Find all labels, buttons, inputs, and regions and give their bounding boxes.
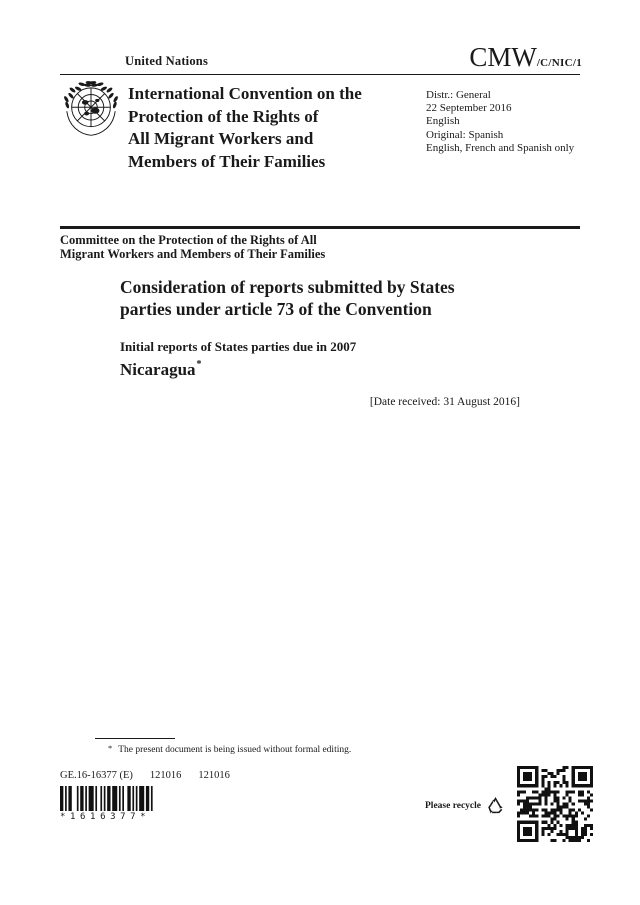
barcode-text: *1616377* <box>60 812 151 822</box>
distr-line: Original: Spanish <box>426 128 504 141</box>
committee-name <box>60 234 325 262</box>
recycle-label: Please recycle <box>425 800 481 811</box>
country-name: Nicaragua <box>120 360 196 379</box>
committee-line: Committee on the Protection of the Rights of All <box>60 233 317 247</box>
country-heading <box>120 360 201 380</box>
doc-symbol-suffix: /C/NIC/1 <box>536 57 582 69</box>
report-title-line: Consideration of reports submitted by States <box>120 277 455 297</box>
convention-title-line: Members of Their Families <box>128 151 326 171</box>
date-code: 121016 <box>198 770 230 781</box>
report-title <box>120 277 455 320</box>
footnote-text: The present document is being issued without formal editing. <box>118 745 352 755</box>
convention-title-line: International Convention on the <box>128 84 362 103</box>
section-rule <box>60 226 580 229</box>
recycle-icon <box>485 796 506 815</box>
barcode <box>60 786 156 822</box>
distr-line: Distr.: General <box>426 89 491 101</box>
distribution-block <box>426 89 574 155</box>
org-name: United Nations <box>125 54 209 68</box>
report-title-line: parties under article 73 of the Convention <box>120 298 432 319</box>
footnote <box>108 744 351 755</box>
country-footnote-marker: * <box>196 359 202 371</box>
doc-symbol-main: CMW <box>469 42 537 72</box>
footnote-rule <box>95 738 175 739</box>
date-code: 121016 <box>149 770 182 781</box>
recycle-notice <box>425 796 506 815</box>
ge-reference-line <box>60 770 230 781</box>
date-received: [Date received: 31 August 2016] <box>369 396 520 408</box>
qr-code <box>517 766 593 842</box>
doc-symbol <box>469 44 582 77</box>
un-emblem-icon <box>61 81 121 149</box>
footnote-marker: * <box>108 743 113 753</box>
ge-number: GE.16-16377 (E) <box>60 770 133 781</box>
distr-line: English, French and Spanish only <box>426 141 575 154</box>
distr-line: English <box>426 115 460 128</box>
report-subtitle: Initial reports of States parties due in 2007 <box>120 339 357 354</box>
distr-line: 22 September 2016 <box>426 102 512 115</box>
header-rule <box>60 74 580 75</box>
convention-title-line: All Migrant Workers and <box>128 129 314 148</box>
convention-title-line: Protection of the Rights of <box>128 106 319 126</box>
convention-title <box>128 83 362 173</box>
committee-line: Migrant Workers and Members of Their Families <box>60 246 326 261</box>
